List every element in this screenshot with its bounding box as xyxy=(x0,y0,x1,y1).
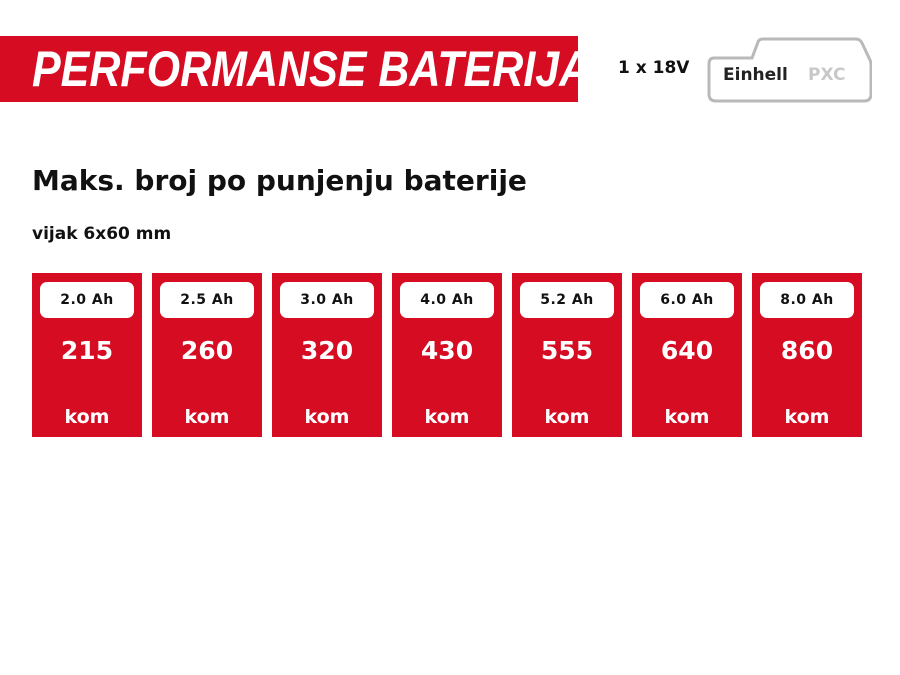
capacity-badge: 2.5 Ah xyxy=(160,282,254,318)
unit-label: kom xyxy=(184,406,230,428)
unit-label: kom xyxy=(544,406,590,428)
unit-label: kom xyxy=(784,406,830,428)
capacity-badge: 5.2 Ah xyxy=(520,282,614,318)
battery-pack-icon xyxy=(706,36,872,104)
unit-label: kom xyxy=(424,406,470,428)
battery-card-6-0 xyxy=(632,273,742,437)
battery-card-3-0 xyxy=(272,273,382,437)
screw-count: 640 xyxy=(660,336,714,365)
screw-size-label: vijak 6x60 mm xyxy=(32,224,172,244)
capacity-badge: 8.0 Ah xyxy=(760,282,854,318)
banner-title: PERFORMANSE BATERIJA xyxy=(32,41,591,97)
capacity-badge: 3.0 Ah xyxy=(280,282,374,318)
unit-label: kom xyxy=(304,406,350,428)
unit-label: kom xyxy=(64,406,110,428)
screw-count: 860 xyxy=(780,336,834,365)
screw-count: 215 xyxy=(60,336,114,365)
brand-logo-text: Einhell xyxy=(723,65,788,85)
screw-count: 260 xyxy=(180,336,234,365)
screw-count: 430 xyxy=(420,336,474,365)
battery-logo xyxy=(706,36,872,104)
pxc-logo-text: PXC xyxy=(808,65,846,85)
capacity-badge: 4.0 Ah xyxy=(400,282,494,318)
battery-card-8-0 xyxy=(752,273,862,437)
capacity-badge: 6.0 Ah xyxy=(640,282,734,318)
screw-count: 320 xyxy=(300,336,354,365)
battery-card-2-5 xyxy=(152,273,262,437)
battery-card-5-2 xyxy=(512,273,622,437)
screw-count: 555 xyxy=(540,336,594,365)
battery-card-2-0 xyxy=(32,273,142,437)
title-banner xyxy=(0,36,591,102)
unit-label: kom xyxy=(664,406,710,428)
capacity-badge: 2.0 Ah xyxy=(40,282,134,318)
voltage-label: 1 x 18V xyxy=(618,58,690,78)
battery-card-4-0 xyxy=(392,273,502,437)
page-heading: Maks. broj po punjenju baterije xyxy=(32,164,527,197)
